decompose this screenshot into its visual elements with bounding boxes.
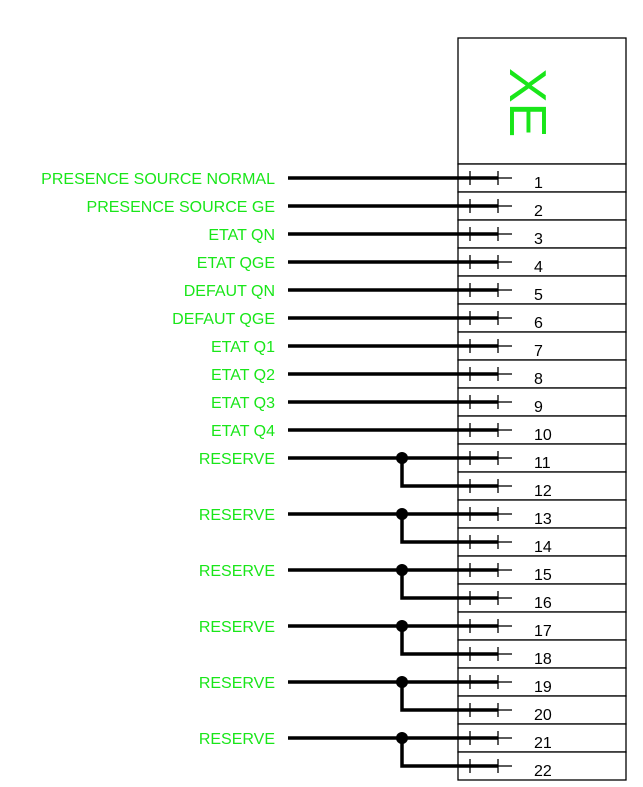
terminal-number: 7 [534,343,543,360]
terminal-number: 12 [534,483,552,500]
signal-label: ETAT Q4 [210,423,275,440]
signal-bridge-wire [402,458,458,486]
terminal-number: 18 [534,651,552,668]
terminal-row [458,332,626,360]
junction-dot [396,452,408,464]
terminal-number: 6 [534,315,543,332]
signal [288,620,458,654]
terminal-row [458,248,626,276]
terminal-number: 4 [534,259,543,276]
signal [288,508,458,542]
terminal-row [458,220,626,248]
terminal-row [458,528,626,556]
terminal-row [458,668,626,696]
signal-wires [288,178,458,766]
signal-bridge-wire [402,514,458,542]
terminal-number: 21 [534,735,552,752]
signal-labels [41,171,275,748]
terminal-number: 19 [534,679,552,696]
signal [288,732,458,766]
terminal-number: 3 [534,231,543,248]
terminal-row [458,276,626,304]
terminal-row [458,640,626,668]
signal-label: RESERVE [198,675,275,692]
junction-dot [396,676,408,688]
terminal-block [458,38,626,164]
terminal-number: 8 [534,371,543,388]
terminal-number: 11 [534,455,551,472]
terminal-row [458,472,626,500]
signal-label: RESERVE [198,451,275,468]
signal [288,564,458,598]
signal-label: ETAT Q1 [210,339,275,356]
signal-label: ETAT QGE [196,255,275,272]
terminal-number: 1 [534,175,543,192]
terminal-block-title: XE [498,68,556,138]
signal-label: DEFAUT QN [183,283,275,300]
terminal-number: 14 [534,539,552,556]
terminal-number: 16 [534,595,552,612]
terminal-row [458,164,626,192]
terminal-row [458,500,626,528]
terminal-row [458,416,626,444]
terminal-row [458,584,626,612]
terminal-rows [458,164,626,780]
junction-dot [396,564,408,576]
junction-dot [396,508,408,520]
junction-dot [396,620,408,632]
terminal-row [458,444,626,472]
terminal-row [458,612,626,640]
terminal-number: 10 [534,427,552,444]
terminal-number: 15 [534,567,552,584]
signal-bridge-wire [402,626,458,654]
signal-label: ETAT Q3 [210,395,275,412]
terminal-row [458,724,626,752]
signal-bridge-wire [402,570,458,598]
terminal-row [458,752,626,780]
signal [288,676,458,710]
junction-dot [396,732,408,744]
signal-label: ETAT Q2 [210,367,275,384]
signal-bridge-wire [402,738,458,766]
terminal-row [458,556,626,584]
terminal-row [458,192,626,220]
signal-label: RESERVE [198,507,275,524]
signal-label: RESERVE [198,563,275,580]
terminal-number: 5 [534,287,543,304]
signal-label: DEFAUT QGE [172,311,275,328]
terminal-number: 22 [534,763,552,780]
terminal-row [458,388,626,416]
terminal-number: 17 [534,623,552,640]
terminal-number: 20 [534,707,552,724]
signal-label: ETAT QN [208,227,275,244]
signal-label: RESERVE [198,731,275,748]
signal-label: PRESENCE SOURCE NORMAL [41,171,275,188]
terminal-number: 9 [534,399,543,416]
signal-bridge-wire [402,682,458,710]
signal-label: RESERVE [198,619,275,636]
signal-label: PRESENCE SOURCE GE [86,199,275,216]
terminal-row [458,304,626,332]
terminal-row [458,360,626,388]
terminal-number: 2 [534,203,543,220]
terminal-row [458,696,626,724]
signal [288,452,458,486]
terminal-number: 13 [534,511,552,528]
